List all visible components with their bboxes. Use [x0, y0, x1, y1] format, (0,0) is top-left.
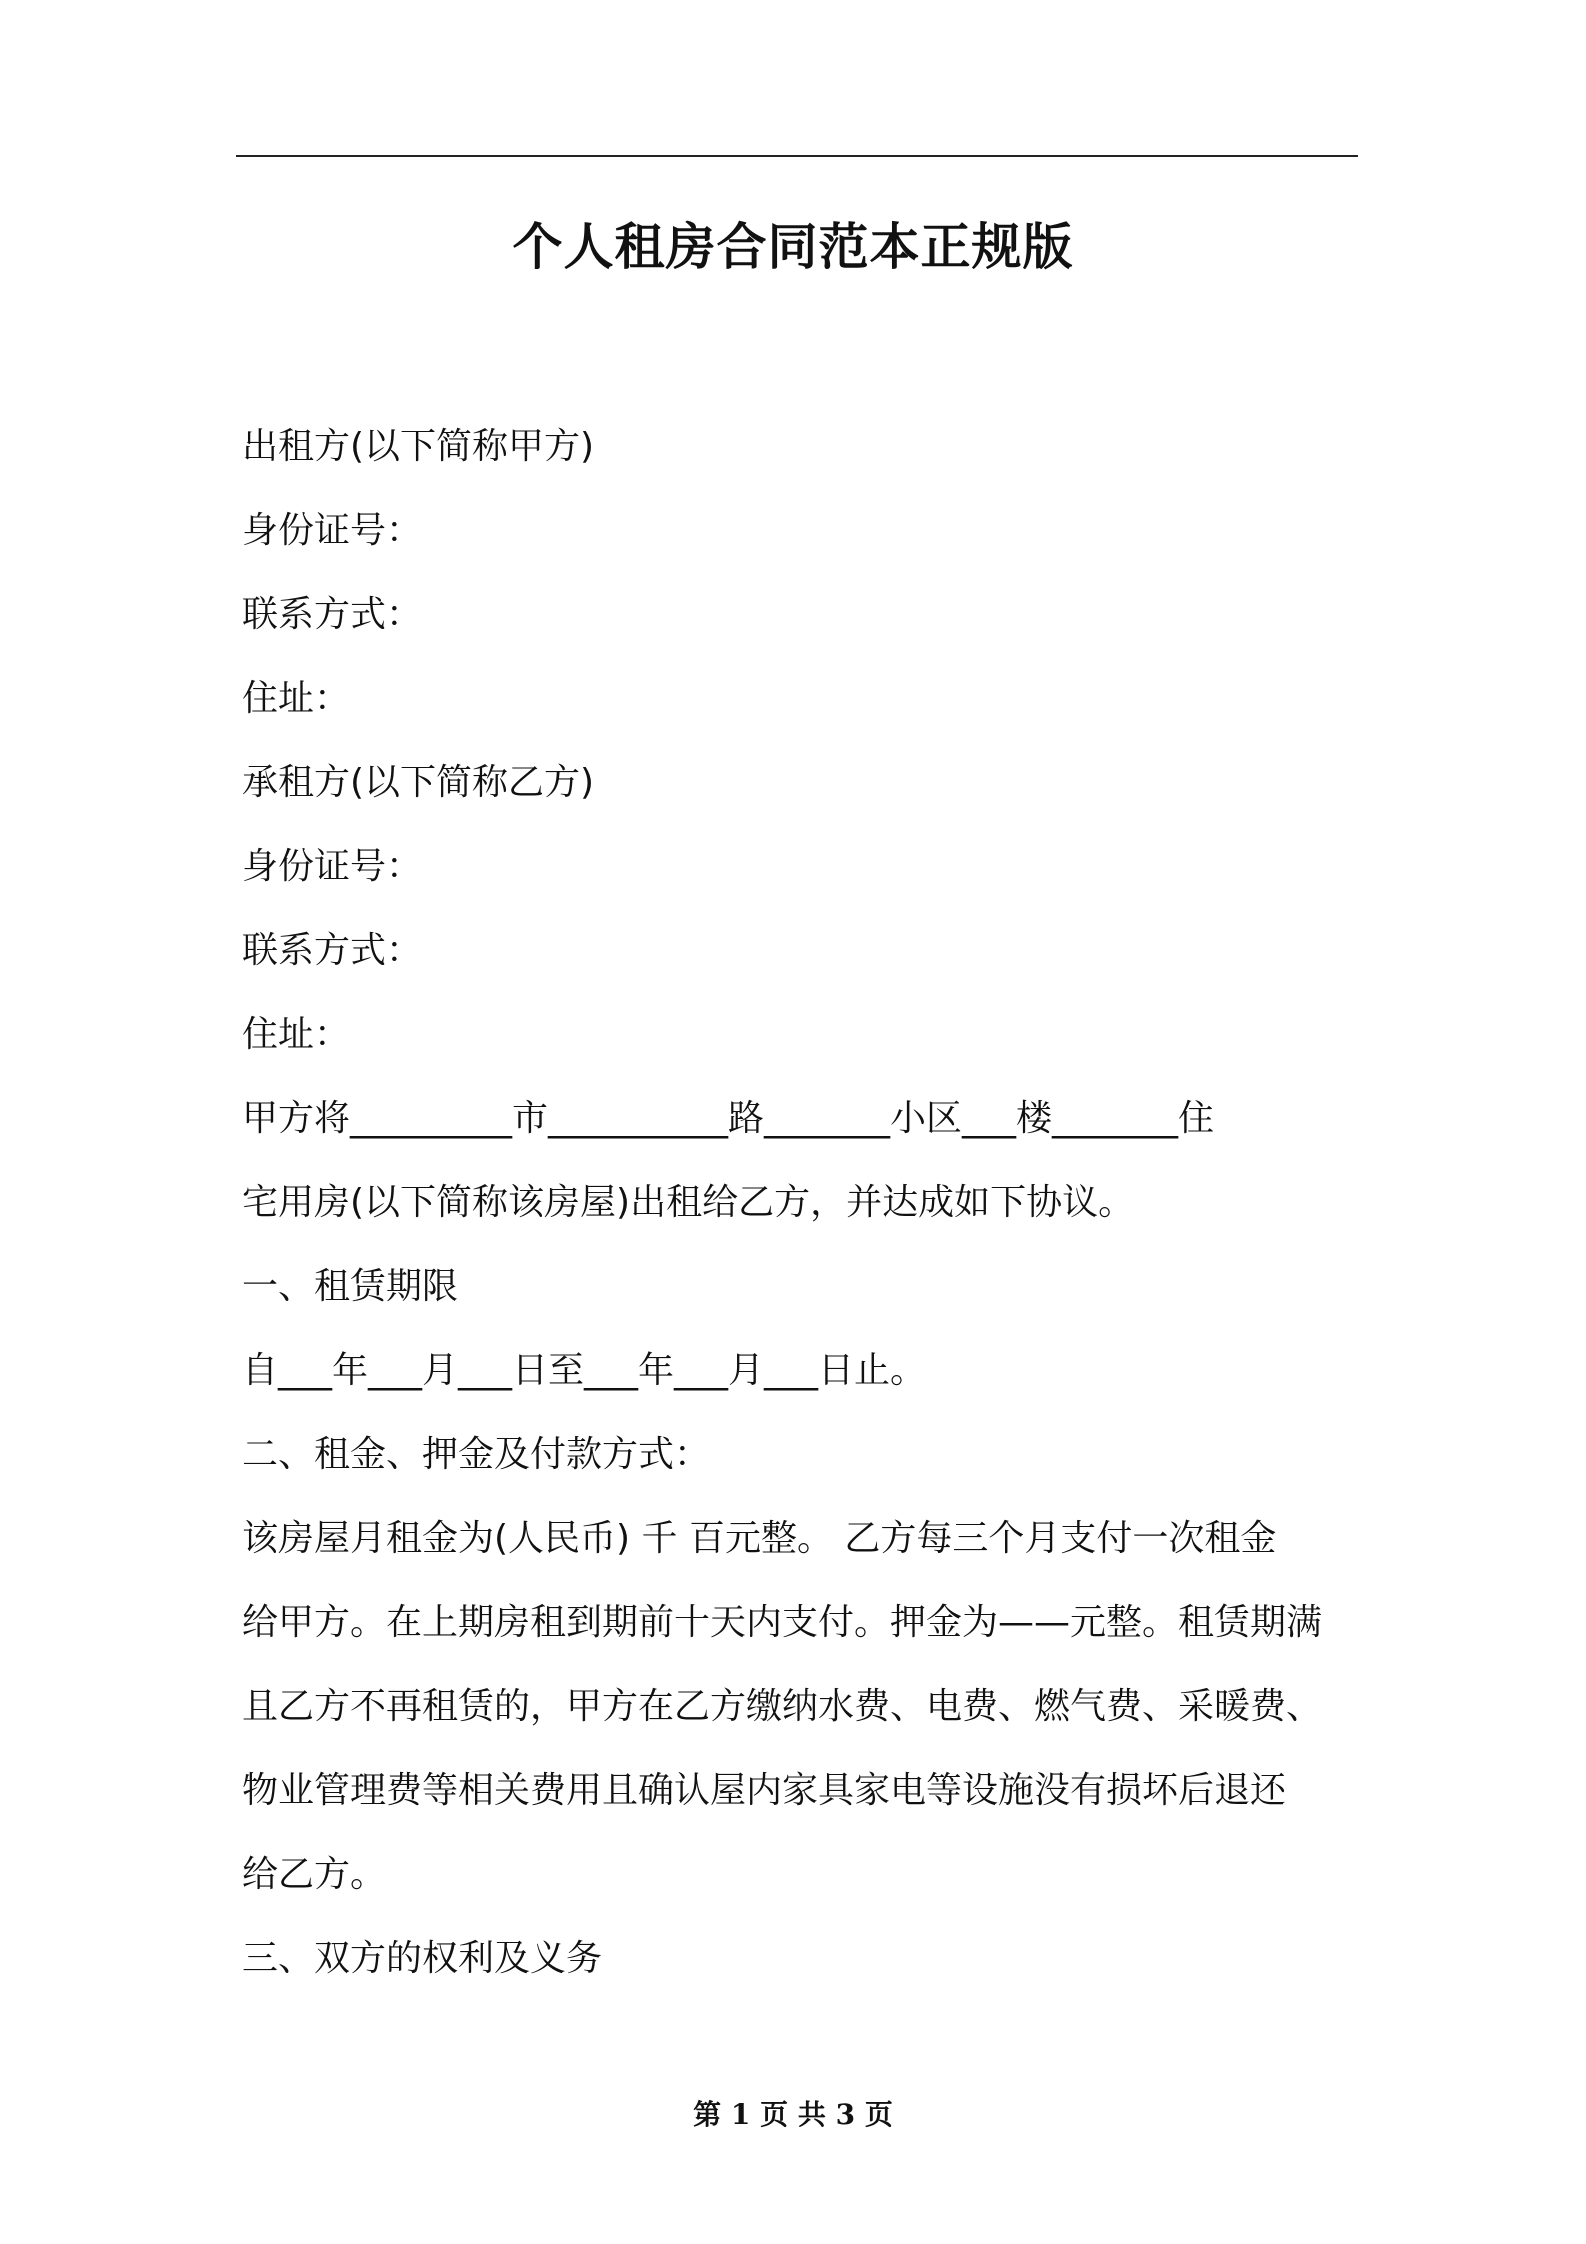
lessee-contact: 联系方式： — [242, 930, 423, 971]
lessee-heading: 承租方(以下简称乙方) — [242, 762, 595, 803]
lessee-id-number: 身份证号： — [242, 846, 423, 887]
rent-paragraph-line-4: 物业管理费等相关费用且确认屋内家具家电等设施没有损坏后退还 — [242, 1770, 1287, 1811]
rent-paragraph-line-2: 给甲方。在上期房租到期前十天内支付。押金为——元整。租赁期满 — [242, 1602, 1323, 1643]
property-line-2: 宅用房(以下简称该房屋)出租给乙方，并达成如下协议。 — [242, 1182, 1135, 1223]
document-title: 个人租房合同范本正规版 — [512, 218, 1074, 276]
section-3-heading: 三、双方的权利及义务 — [242, 1938, 603, 1979]
lease-period: 自___年___月___日至___年___月___日止。 — [242, 1350, 927, 1391]
lessor-id-number: 身份证号： — [242, 510, 423, 551]
lessee-address: 住址： — [242, 1014, 351, 1055]
document-body — [242, 405, 1358, 2001]
section-2-heading: 二、租金、押金及付款方式： — [242, 1434, 711, 1475]
page-footer: 第 1 页 共 3 页 — [693, 2098, 893, 2131]
property-line-1: 甲方将_________市__________路_______小区___楼_______住 — [242, 1098, 1215, 1139]
header-rule — [236, 155, 1358, 157]
rent-paragraph-line-1: 该房屋月租金为(人民币) 千 百元整。 乙方每三个月支付一次租金 — [242, 1518, 1277, 1559]
section-1-heading: 一、租赁期限 — [242, 1266, 459, 1307]
lessor-heading: 出租方(以下简称甲方) — [242, 426, 595, 467]
rent-paragraph-line-3: 且乙方不再租赁的，甲方在乙方缴纳水费、电费、燃气费、采暖费、 — [242, 1686, 1323, 1727]
lessor-address: 住址： — [242, 678, 351, 719]
rent-paragraph-line-5: 给乙方。 — [242, 1854, 387, 1895]
lessor-contact: 联系方式： — [242, 594, 423, 635]
